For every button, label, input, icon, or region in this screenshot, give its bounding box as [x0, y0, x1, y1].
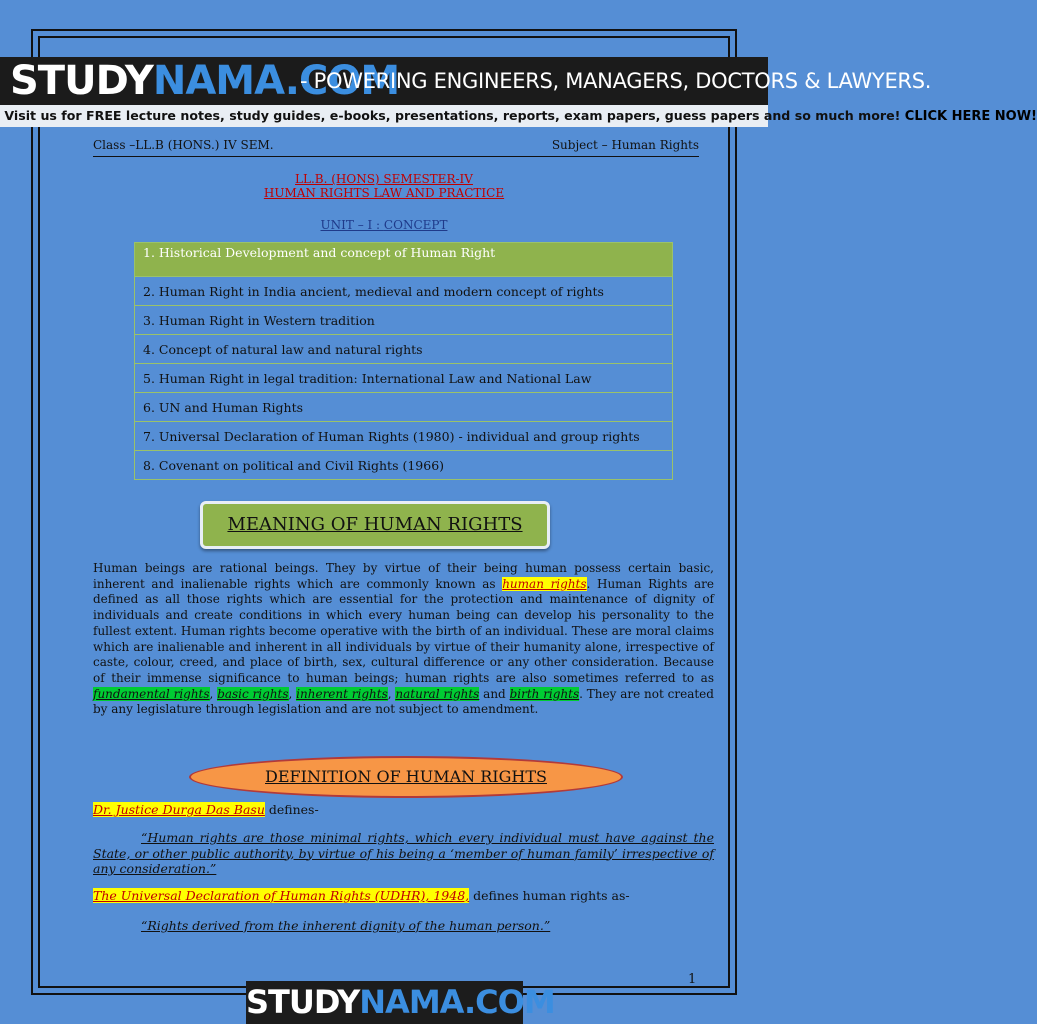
separator: ,: [288, 686, 297, 701]
table-row: [135, 364, 673, 393]
topic-cell: 6. UN and Human Rights: [135, 393, 673, 422]
studynama-banner[interactable]: [0, 57, 1037, 127]
table-row: [135, 306, 673, 335]
basu-quote: [93, 830, 714, 877]
table-row: [135, 243, 673, 277]
topic-cell: 2. Human Right in India ancient, medieval and modern concept of rights: [135, 277, 673, 306]
topic-cell: 8. Covenant on political and Civil Rights (1966): [135, 451, 673, 480]
basu-quote-text: “Human rights are those minimal rights, which every individual must have against the State, or other public authority, by virtue of his being a ‘member of human family’ irrespective of any consideration.”: [93, 830, 714, 876]
topic-cell: 1. Historical Development and concept of Human Right: [135, 243, 673, 277]
separator: ,: [387, 686, 396, 701]
course-line-2: HUMAN RIGHTS LAW AND PRACTICE: [263, 186, 505, 200]
document-header: [93, 138, 699, 157]
highlight-inherent-rights: inherent rights: [296, 686, 388, 701]
table-row: [135, 422, 673, 451]
highlight-natural-rights: natural rights: [395, 686, 480, 701]
unit-title: [0, 218, 768, 232]
topic-cell: 7. Universal Declaration of Human Rights (1980) - individual and group rights: [135, 422, 673, 451]
highlight-fundamental-rights: fundamental rights: [93, 686, 210, 701]
course-line-1: LL.B. (HONS) SEMESTER-IV: [295, 172, 473, 186]
meaning-heading-box: MEANING OF HUMAN RIGHTS: [200, 501, 550, 549]
topics-table: [134, 242, 673, 480]
meaning-text-2: . Human Rights are defined as all those rights which are essential for the protection and maintenance of dignity of individuals and create conditions in which every human being can develop his personality to the fullest extent. Human rights become operative with the birth of an individual. These are moral claims which are inalienable and inherent in all individuals by virtue of their humanity alone, irrespective of caste, colour, creed, and place of birth, sex, cultural difference or any other consideration. Because of their immense significance to human beings; human rights are also sometimes referred to as: [93, 576, 714, 685]
table-row: [135, 335, 673, 364]
unit-prefix: UNIT – I :: [320, 218, 384, 232]
table-row: [135, 277, 673, 306]
meaning-text-1: Human beings are rational beings. They by virtue of their being human possess certain basic, inherent and inalienable rights which are commonly known as: [93, 561, 714, 591]
separator: and: [479, 686, 510, 701]
footer-logo[interactable]: [246, 981, 555, 1024]
topic-cell: 3. Human Right in Western tradition: [135, 306, 673, 335]
highlight-birth-rights: birth rights: [509, 686, 580, 701]
banner-promo-text: Visit us for FREE lecture notes, study guides, e-books, presentations, reports, exam papers, guess papers and so much more!: [4, 108, 905, 123]
udhr-name: The Universal Declaration of Human Rights (UDHR), 1948,: [93, 888, 470, 903]
topic-cell: 5. Human Right in legal tradition: International Law and National Law: [135, 364, 673, 393]
class-label: Class –LL.B (HONS.) IV SEM.: [93, 138, 274, 152]
basu-defines: defines-: [264, 802, 319, 817]
banner-tagline: - POWERING ENGINEERS, MANAGERS, DOCTORS & LAWYERS.: [300, 69, 932, 93]
meaning-paragraph: [93, 561, 714, 718]
subject-label: Subject – Human Rights: [551, 138, 699, 152]
basu-line: [93, 802, 319, 817]
banner-logo-nama: NAMA.COM: [152, 58, 400, 104]
udhr-line: [93, 888, 630, 903]
topic-cell: 4. Concept of natural law and natural rights: [135, 335, 673, 364]
footer-logo-nama: NAMA.COM: [359, 983, 555, 1021]
table-row: [135, 393, 673, 422]
udhr-quote: [93, 918, 714, 934]
separator: ,: [209, 686, 218, 701]
banner-logo-study: STUDY: [10, 58, 153, 104]
banner-promo-strip[interactable]: [0, 105, 1037, 127]
unit-name: CONCEPT: [383, 218, 448, 232]
definition-heading-box: DEFINITION OF HUMAN RIGHTS: [189, 756, 623, 798]
click-here-link[interactable]: CLICK HERE NOW!: [904, 109, 1037, 124]
highlight-human-rights: human rights: [502, 576, 587, 591]
footer-logo-study: STUDY: [246, 983, 360, 1021]
basu-name: Dr. Justice Durga Das Basu: [93, 802, 265, 817]
udhr-quote-text: “Rights derived from the inherent dignity of the human person.”: [141, 918, 551, 933]
page-number: 1: [688, 972, 697, 987]
highlight-basic-rights: basic rights: [217, 686, 289, 701]
meaning-text-3: . They are not created by any legislature through legislation and are not subject to amendment.: [93, 686, 714, 717]
table-row: [135, 451, 673, 480]
udhr-defines: defines human rights as-: [469, 888, 630, 903]
